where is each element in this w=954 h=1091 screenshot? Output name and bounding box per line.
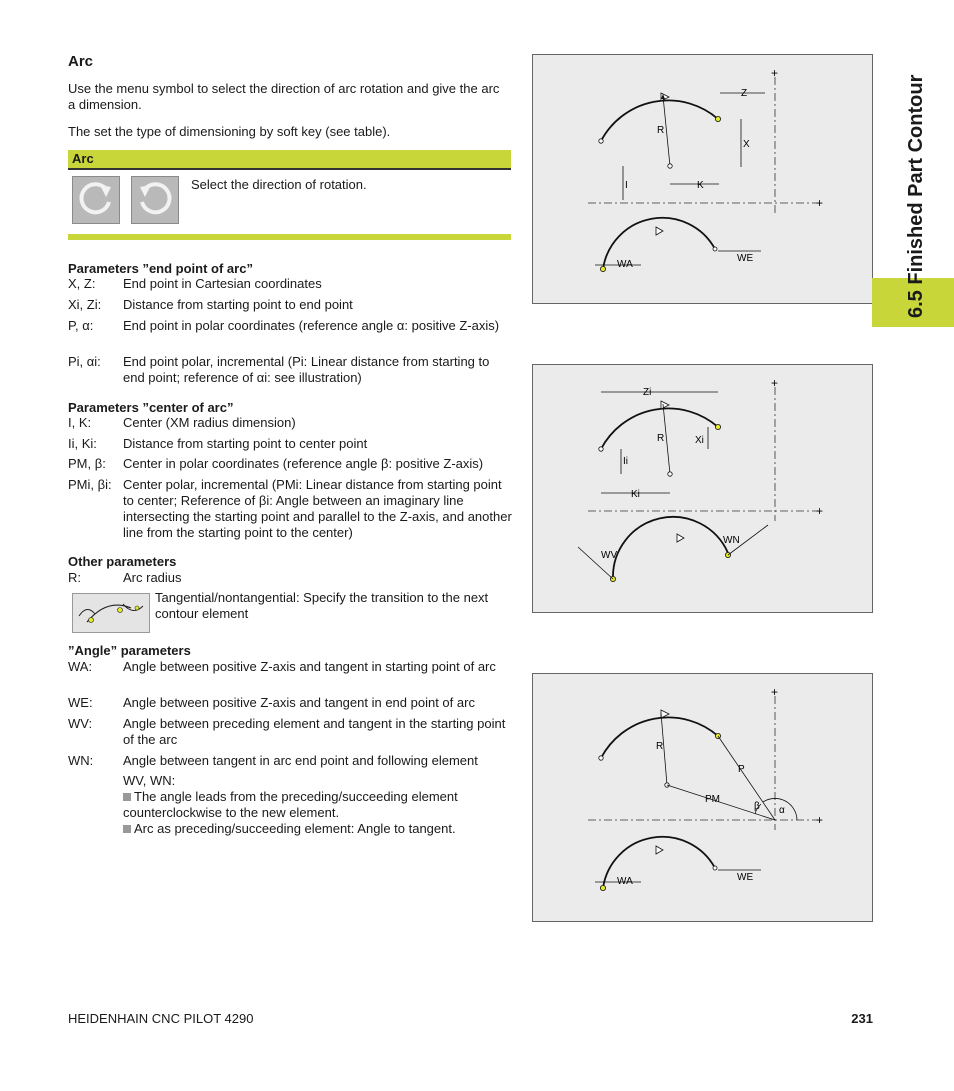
chapter-tab-label: 6.5 Finished Part Contour [905, 74, 927, 318]
intro-paragraph-1: Use the menu symbol to select the direction of arc rotation and give the arc a dimension. [68, 81, 500, 112]
chapter-tab [872, 60, 954, 327]
param-desc: Angle between preceding element and tangent in the starting point of the arc [123, 716, 506, 747]
param-desc: Angle between positive Z-axis and tangent in starting point of arc [123, 659, 496, 674]
label-we: WE [737, 253, 754, 264]
param-term: Pi, αi: [68, 354, 101, 369]
svg-text:+: + [771, 376, 779, 390]
tangential-transition-icon[interactable] [72, 593, 150, 633]
param-row [68, 695, 513, 711]
label-xi: Xi [695, 435, 704, 446]
label-pm: PM [705, 794, 720, 805]
section-title-center: Parameters ”center of arc” [68, 400, 234, 415]
label-wn: WN [723, 535, 740, 546]
page-number: 231 [851, 1011, 873, 1026]
param-term: X, Z: [68, 276, 96, 291]
param-row [68, 716, 513, 748]
param-desc: End point polar, incremental (Pi: Linear distance from starting to end point; reference of αi: see illustration) [123, 354, 490, 385]
param-row [68, 276, 513, 292]
label-wa: WA [617, 876, 633, 887]
label-x: X [743, 139, 750, 150]
param-desc: Center polar, incremental (PMi: Linear distance from starting point to center; Reference of βi: Angle between an imaginary line intersecting the starting point and parallel to the Z-axis, and another line from the starting point to the center) [123, 477, 512, 540]
param-term: PMi, βi: [68, 477, 112, 492]
param-term: WA: [68, 659, 93, 674]
param-term: I, K: [68, 415, 92, 430]
bullet-square-icon [123, 825, 131, 833]
param-term: Ii, Ki: [68, 436, 97, 451]
label-ii: Ii [623, 456, 628, 467]
param-desc: End point in polar coordinates (reference angle α: positive Z-axis) [123, 318, 500, 333]
svg-text:+: + [816, 196, 824, 210]
param-row [68, 753, 513, 769]
param-row [68, 354, 513, 386]
param-row [68, 415, 513, 431]
label-r: R [656, 741, 664, 752]
table-header [68, 150, 511, 170]
table-header-label: Arc [72, 151, 94, 166]
param-desc: Center (XM radius dimension) [123, 415, 296, 430]
note-item [123, 821, 513, 837]
param-term: PM, β: [68, 456, 106, 471]
param-row [68, 297, 513, 313]
label-wa: WA [617, 259, 633, 270]
param-term: WN: [68, 753, 94, 768]
clockwise-arrow-icon[interactable] [72, 176, 120, 224]
param-desc: Distance from starting point to end point [123, 297, 353, 312]
table-footer-bar [68, 234, 511, 240]
param-term: Xi, Zi: [68, 297, 102, 312]
section-title-end-point: Parameters ”end point of arc” [68, 261, 253, 276]
param-desc: Distance from starting point to center point [123, 436, 368, 451]
label-z: Z [741, 88, 748, 99]
label-k: K [697, 180, 704, 191]
label-p: P [738, 764, 745, 775]
param-term: WE: [68, 695, 93, 710]
param-row [68, 456, 513, 472]
svg-text:+: + [816, 813, 824, 827]
bullet-square-icon [123, 793, 131, 801]
counterclockwise-arrow-icon[interactable] [131, 176, 179, 224]
param-term: WV: [68, 716, 93, 731]
label-r: R [657, 433, 665, 444]
param-desc: Arc radius [123, 570, 182, 585]
label-ki: Ki [631, 489, 640, 500]
label-alpha: α [779, 805, 785, 816]
label-wv: WV [601, 550, 618, 561]
svg-text:+: + [816, 504, 824, 518]
rotation-description: Select the direction of rotation. [191, 177, 367, 192]
note-text: The angle leads from the preceding/succeeding element counterclockwise to the new element. [123, 789, 458, 820]
figure-arc-polar [532, 673, 873, 922]
note-item [123, 789, 513, 821]
param-term: P, α: [68, 318, 94, 333]
param-row [68, 436, 513, 452]
param-term: R: [68, 570, 81, 585]
footer-text: HEIDENHAIN CNC PILOT 4290 [68, 1011, 254, 1026]
intro-paragraph-2: The set the type of dimensioning by soft key (see table). [68, 124, 391, 139]
param-row [68, 477, 513, 541]
note-text: Arc as preceding/succeeding element: Angle to tangent. [134, 821, 456, 836]
param-row [68, 570, 513, 586]
label-we: WE [737, 872, 754, 883]
param-row [68, 318, 513, 350]
label-r: R [657, 125, 665, 136]
param-desc: Center in polar coordinates (reference angle β: positive Z-axis) [123, 456, 484, 471]
svg-text:+: + [771, 685, 779, 699]
label-i: I [625, 180, 628, 191]
section-heading: Arc [68, 53, 94, 70]
param-desc: Angle between positive Z-axis and tangent in end point of arc [123, 695, 475, 710]
figure-arc-center [532, 364, 873, 613]
param-row [68, 659, 513, 691]
section-title-other: Other parameters [68, 554, 177, 569]
section-title-angle: ”Angle” parameters [68, 643, 191, 658]
param-desc: End point in Cartesian coordinates [123, 276, 322, 291]
figure-arc-endpoint [532, 54, 873, 304]
label-beta: β [754, 801, 760, 812]
tangential-description: Tangential/nontangential: Specify the transition to the next contour element [155, 590, 489, 621]
label-zi: Zi [643, 387, 652, 398]
svg-text:+: + [771, 66, 779, 80]
notes-heading: WV, WN: [123, 773, 176, 788]
param-desc: Angle between tangent in arc end point and following element [123, 753, 478, 768]
